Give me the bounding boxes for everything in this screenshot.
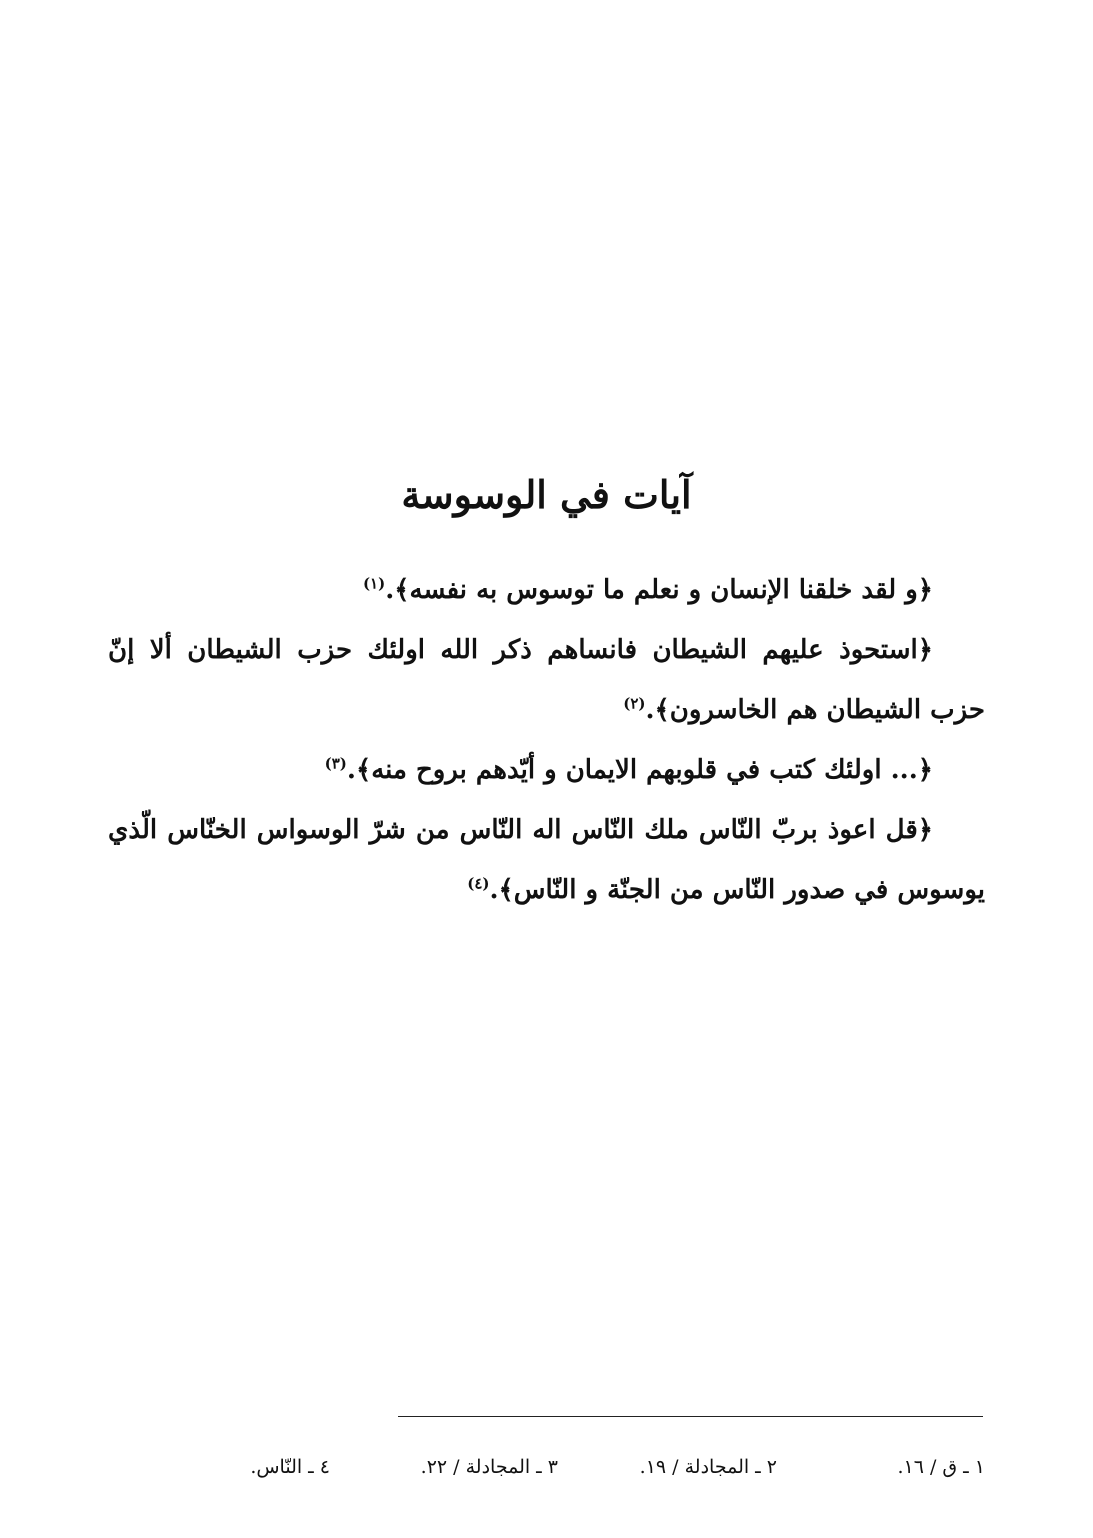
verse-item [108,620,985,740]
footnote-item: ٣ ـ المجادلة / ٢٢. [420,1456,558,1478]
footnote-item: ٢ ـ المجادلة / ١٩. [639,1456,777,1478]
footnote-marker: (١) [362,574,386,593]
verse-text: ﴿... اولئك كتب في قلوبهم الايمان و أيّدهم بروح منه﴾. [346,755,933,785]
footnote-marker: (٢) [623,694,646,713]
footnote-item: ١ ـ ق / ١٦. [897,1456,985,1478]
verse-item [108,560,985,620]
footnote-divider [398,1416,983,1417]
footnotes [0,1447,1093,1487]
verse-list [108,560,985,920]
page-title: آيات في الوسوسة [401,472,692,518]
verse-text: ﴿و لقد خلقنا الإنسان و نعلم ما توسوس به نفسه﴾. [385,575,933,605]
verse-item [108,800,985,920]
footnote-marker: (٤) [467,874,490,893]
footnote-marker: (٣) [324,754,347,773]
footnote-item: ٤ ـ النّاس. [250,1456,330,1478]
verse-text: ﴿استحوذ عليهم الشيطان فانساهم ذكر الله اولئك حزب الشيطان ألا إنّ حزب الشيطان هم الخاسرون﴾. [108,635,985,725]
verse-text: ﴿قل اعوذ بربّ النّاس ملك النّاس اله النّاس من شرّ الوسواس الخنّاس الّذي يوسوس في صدور النّاس من الجنّة و النّاس﴾. [108,815,985,905]
verse-item [108,740,985,800]
